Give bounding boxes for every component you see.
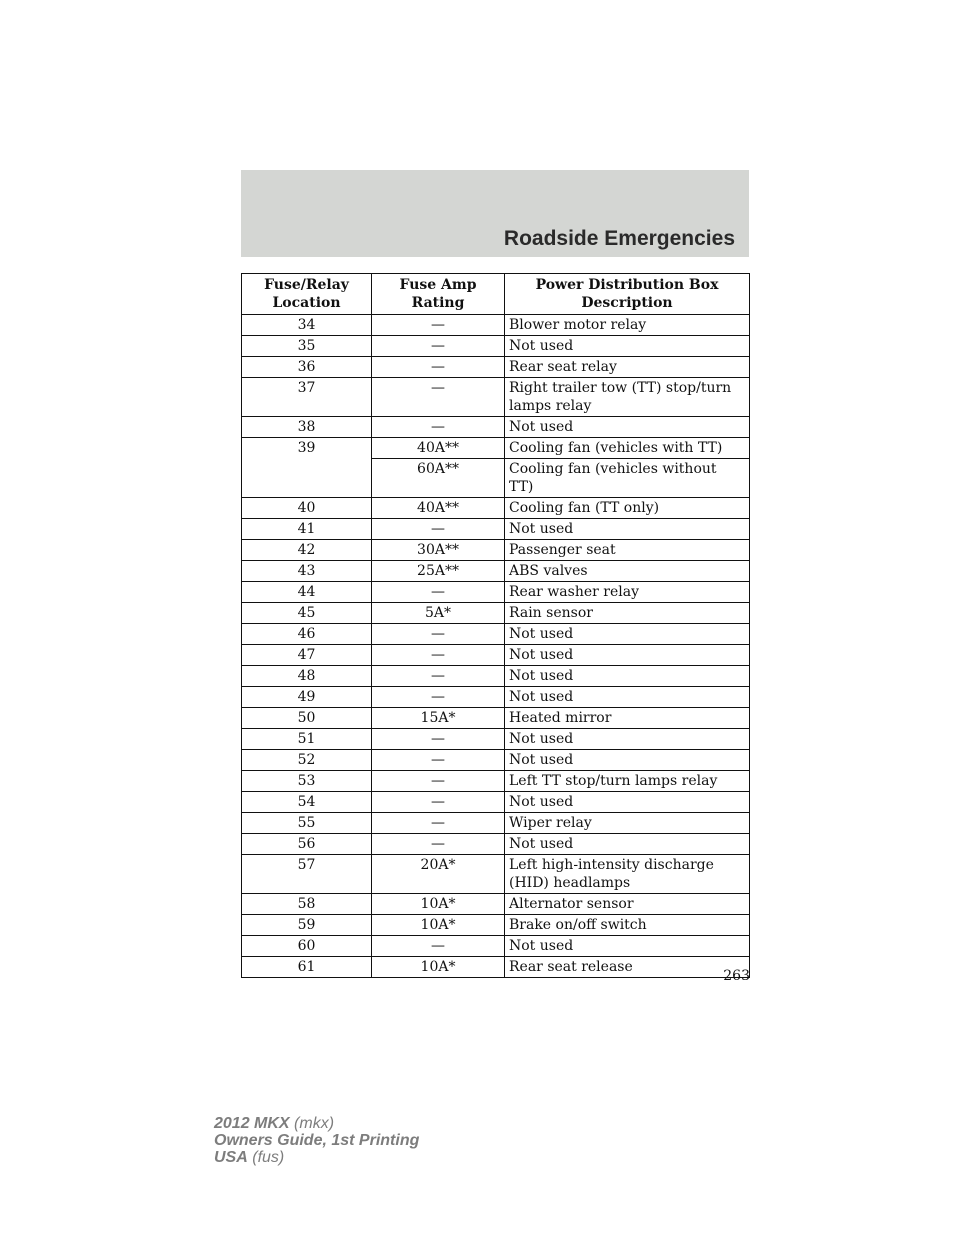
table-row: [242, 915, 750, 936]
cell-loc: 44: [242, 582, 372, 603]
cell-loc: 53: [242, 771, 372, 792]
cell-loc: 36: [242, 357, 372, 378]
cell-amp: 40A**: [372, 498, 505, 519]
table-row: [242, 582, 750, 603]
cell-amp: —: [372, 357, 505, 378]
cell-amp: 20A*: [372, 855, 505, 894]
cell-amp: 60A**: [372, 459, 505, 498]
cell-loc: 47: [242, 645, 372, 666]
cell-amp: —: [372, 813, 505, 834]
cell-desc: Left high-intensity discharge (HID) headlamps: [505, 855, 750, 894]
cell-loc: 41: [242, 519, 372, 540]
cell-loc: 45: [242, 603, 372, 624]
table-row: [242, 498, 750, 519]
cell-desc: Not used: [505, 666, 750, 687]
page-number: 263: [723, 968, 750, 984]
cell-amp: —: [372, 645, 505, 666]
cell-loc: [242, 459, 372, 498]
footer: [214, 1115, 419, 1166]
cell-desc: Rain sensor: [505, 603, 750, 624]
cell-desc: Not used: [505, 750, 750, 771]
cell-desc: Heated mirror: [505, 708, 750, 729]
table-row: [242, 687, 750, 708]
cell-desc: Not used: [505, 687, 750, 708]
table-row: [242, 792, 750, 813]
cell-desc: Not used: [505, 336, 750, 357]
cell-loc: 61: [242, 957, 372, 978]
cell-desc: Cooling fan (vehicles without TT): [505, 459, 750, 498]
table-row: [242, 336, 750, 357]
table-row: [242, 378, 750, 417]
table-row: [242, 666, 750, 687]
cell-amp: —: [372, 771, 505, 792]
cell-loc: 34: [242, 315, 372, 336]
cell-desc: Not used: [505, 729, 750, 750]
cell-loc: 59: [242, 915, 372, 936]
cell-amp: 10A*: [372, 957, 505, 978]
cell-desc: ABS valves: [505, 561, 750, 582]
section-title: Roadside Emergencies: [503, 227, 735, 250]
cell-amp: —: [372, 792, 505, 813]
cell-amp: —: [372, 729, 505, 750]
cell-desc: Passenger seat: [505, 540, 750, 561]
footer-model-code: (mkx): [294, 1115, 335, 1132]
cell-amp: —: [372, 624, 505, 645]
cell-desc: Rear seat release: [505, 957, 750, 978]
cell-desc: Not used: [505, 417, 750, 438]
cell-desc: Wiper relay: [505, 813, 750, 834]
table-row: [242, 771, 750, 792]
footer-market: USA: [214, 1149, 248, 1166]
cell-loc: 57: [242, 855, 372, 894]
table-row: [242, 624, 750, 645]
section-header: [241, 170, 749, 257]
cell-desc: Alternator sensor: [505, 894, 750, 915]
cell-loc: 50: [242, 708, 372, 729]
table-row: [242, 417, 750, 438]
cell-amp: 5A*: [372, 603, 505, 624]
cell-amp: 15A*: [372, 708, 505, 729]
cell-loc: 51: [242, 729, 372, 750]
cell-loc: 56: [242, 834, 372, 855]
footer-edition: Owners Guide, 1st Printing: [214, 1132, 420, 1149]
cell-loc: 46: [242, 624, 372, 645]
cell-desc: Cooling fan (TT only): [505, 498, 750, 519]
cell-desc: Cooling fan (vehicles with TT): [505, 438, 750, 459]
table-row: [242, 708, 750, 729]
cell-loc: 40: [242, 498, 372, 519]
cell-amp: —: [372, 378, 505, 417]
cell-desc: Blower motor relay: [505, 315, 750, 336]
cell-loc: 43: [242, 561, 372, 582]
table-row: [242, 519, 750, 540]
cell-amp: —: [372, 750, 505, 771]
cell-amp: —: [372, 666, 505, 687]
footer-market-code: (fus): [252, 1149, 285, 1166]
table-row: [242, 855, 750, 894]
table-row: [242, 750, 750, 771]
table-row: [242, 645, 750, 666]
table-row: [242, 438, 750, 459]
cell-amp: —: [372, 582, 505, 603]
cell-amp: 10A*: [372, 915, 505, 936]
cell-loc: 38: [242, 417, 372, 438]
cell-desc: Not used: [505, 936, 750, 957]
cell-amp: 30A**: [372, 540, 505, 561]
table-row: [242, 894, 750, 915]
cell-loc: 35: [242, 336, 372, 357]
cell-amp: 40A**: [372, 438, 505, 459]
cell-amp: —: [372, 519, 505, 540]
cell-desc: Right trailer tow (TT) stop/turn lamps relay: [505, 378, 750, 417]
cell-loc: 48: [242, 666, 372, 687]
cell-amp: —: [372, 687, 505, 708]
fuse-table: [241, 273, 750, 978]
table-row: [242, 729, 750, 750]
cell-amp: 25A**: [372, 561, 505, 582]
column-header-amp-rating: Fuse Amp Rating: [372, 274, 505, 315]
table-body: [242, 315, 750, 978]
table-row: [242, 561, 750, 582]
footer-model: 2012 MKX: [214, 1115, 290, 1132]
table-header-row: [242, 274, 750, 315]
cell-desc: Rear washer relay: [505, 582, 750, 603]
cell-amp: —: [372, 315, 505, 336]
cell-loc: 58: [242, 894, 372, 915]
cell-loc: 60: [242, 936, 372, 957]
column-header-description: Power Distribution Box Description: [505, 274, 750, 315]
cell-amp: —: [372, 834, 505, 855]
cell-desc: Not used: [505, 645, 750, 666]
cell-amp: 10A*: [372, 894, 505, 915]
table-row: [242, 540, 750, 561]
cell-desc: Not used: [505, 624, 750, 645]
footer-line-market: [214, 1149, 419, 1166]
cell-amp: —: [372, 336, 505, 357]
column-header-location: Fuse/Relay Location: [242, 274, 372, 315]
table-row: [242, 957, 750, 978]
cell-desc: Not used: [505, 792, 750, 813]
cell-loc: 52: [242, 750, 372, 771]
table-row: [242, 315, 750, 336]
cell-amp: —: [372, 417, 505, 438]
table-row: [242, 459, 750, 498]
cell-loc: 55: [242, 813, 372, 834]
cell-desc: Brake on/off switch: [505, 915, 750, 936]
cell-desc: Not used: [505, 834, 750, 855]
table-row: [242, 357, 750, 378]
table-row: [242, 834, 750, 855]
table-row: [242, 936, 750, 957]
table-row: [242, 603, 750, 624]
footer-line-model: [214, 1115, 419, 1132]
cell-loc: 49: [242, 687, 372, 708]
cell-amp: —: [372, 936, 505, 957]
cell-loc: 39: [242, 438, 372, 459]
cell-desc: Not used: [505, 519, 750, 540]
table-row: [242, 813, 750, 834]
cell-desc: Left TT stop/turn lamps relay: [505, 771, 750, 792]
cell-desc: Rear seat relay: [505, 357, 750, 378]
cell-loc: 42: [242, 540, 372, 561]
cell-loc: 54: [242, 792, 372, 813]
cell-loc: 37: [242, 378, 372, 417]
